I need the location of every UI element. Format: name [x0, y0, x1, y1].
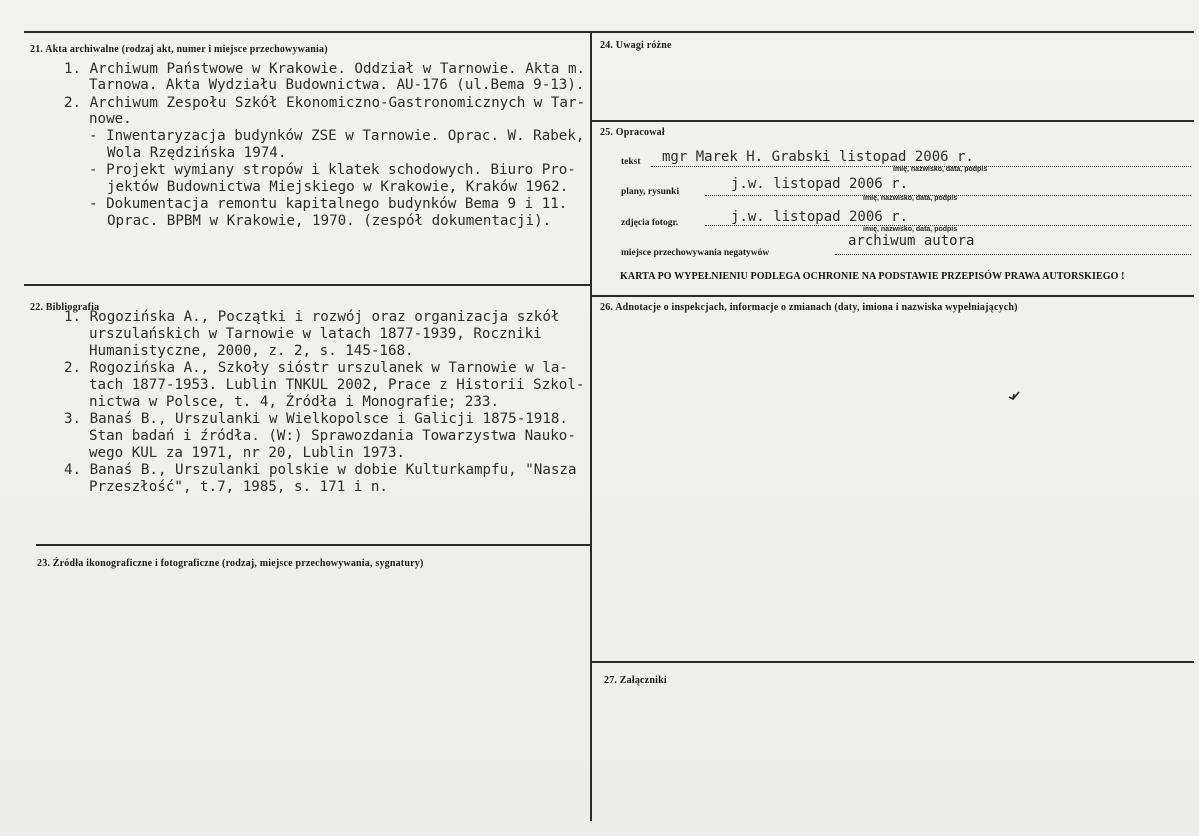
divider-26-27 [591, 661, 1194, 663]
section-24-heading: 24. Uwagi różne [600, 40, 672, 51]
top-border [24, 31, 1194, 33]
plany-sublabel: imię, nazwisko, data, podpis [863, 195, 958, 202]
section-22-line: wego KUL za 1971, nr 20, Lublin 1973. [89, 445, 406, 461]
divider-24-25 [591, 120, 1194, 122]
section-21-line: nowe. [89, 111, 132, 127]
section-22-line: Stan badań i źródła. (W:) Sprawozdania Towarzystwa Nauko- [89, 428, 576, 444]
section-21-line: jektów Budownictwa Miejskiego w Krakowie, Kraków 1962. [107, 179, 569, 195]
section-27-heading: 27. Załączniki [604, 675, 667, 686]
section-23-heading: 23. Źródła ikonograficzne i fotograficzne (rodzaj, miejsce przechowywania, sygnatury) [37, 558, 424, 569]
zdjecia-value: j.w. listopad 2006 r. [731, 209, 909, 225]
section-21-line: - Dokumentacja remontu kapitalnego budynków Bema 9 i 11. [89, 196, 568, 212]
section-22-line: 1. Rogozińska A., Początki i rozwój oraz organizacja szkół [64, 309, 560, 325]
section-26-heading: 26. Adnotacje o inspekcjach, informacje o zmianach (daty, imiona i nazwiska wypełniających) [600, 302, 1018, 313]
section-22-line: 4. Banaś B., Urszulanki polskie w dobie Kulturkampfu, "Nasza [64, 462, 577, 478]
tekst-label: tekst [621, 157, 641, 167]
stray-ink-mark [1008, 390, 1020, 405]
section-21-line: Wola Rzędzińska 1974. [107, 145, 287, 161]
center-divider [590, 31, 592, 821]
zdjecia-sublabel: imię, nazwisko, data, podpis [863, 226, 958, 233]
plany-value: j.w. listopad 2006 r. [731, 176, 909, 192]
section-22-heading: 22. Bibliografia [30, 302, 100, 313]
divider-25-26 [591, 295, 1194, 297]
section-22-line: nictwa w Polsce, t. 4, Źródła i Monografie; 233. [89, 394, 499, 410]
section-21-line: 2. Archiwum Zespołu Szkół Ekonomiczno-Gastronomicznych w Tar- [64, 95, 586, 111]
section-21-line: 1. Archiwum Państwowe w Krakowie. Oddział w Tarnowie. Akta m. [64, 61, 586, 77]
section-22-line: 2. Rogozińska A., Szkoły sióstr urszulanek w Tarnowie w la- [64, 360, 568, 376]
negatywy-value: archiwum autora [848, 233, 975, 249]
zdjecia-label: zdjęcia fotogr. [621, 218, 679, 228]
copyright-warning: KARTA PO WYPEŁNIENIU PODLEGA OCHRONIE NA PODSTAWIE PRZEPISÓW PRAWA AUTORSKIEGO ! [620, 271, 1125, 282]
section-22-line: Przeszłość", t.7, 1985, s. 171 i n. [89, 479, 388, 495]
section-21-heading: 21. Akta archiwalne (rodzaj akt, numer i miejsce przechowywania) [30, 44, 328, 55]
section-22-line: 3. Banaś B., Urszulanki w Wielkopolsce i Galicji 1875-1918. [64, 411, 568, 427]
section-21-line: Oprac. BPBM w Krakowie, 1970. (zespół dokumentacji). [107, 213, 552, 229]
section-21-line: - Projekt wymiany stropów i klatek schodowych. Biuro Pro- [89, 162, 576, 178]
negatywy-label: miejsce przechowywania negatywów [621, 248, 770, 258]
section-21-line: Tarnowa. Akta Wydziału Budownictwa. AU-176 (ul.Bema 9-13). [89, 77, 585, 93]
plany-label: plany, rysunki [621, 187, 680, 197]
divider-22-23 [36, 544, 591, 546]
tekst-sublabel: imię, nazwisko, data, podpis [893, 166, 988, 173]
section-25-heading: 25. Opracował [600, 127, 665, 138]
negatywy-dotted-line [835, 254, 1191, 255]
section-22-line: tach 1877-1953. Lublin TNKUL 2002, Prace z Historii Szkol- [89, 377, 585, 393]
section-22-line: Humanistyczne, 2000, z. 2, s. 145-168. [89, 343, 414, 359]
tekst-value: mgr Marek H. Grabski listopad 2006 r. [662, 149, 974, 165]
divider-21-22 [24, 284, 591, 286]
section-22-line: urszulańskich w Tarnowie w latach 1877-1939, Roczniki [89, 326, 542, 342]
section-21-line: - Inwentaryzacja budynków ZSE w Tarnowie. Oprac. W. Rabek, [89, 128, 585, 144]
